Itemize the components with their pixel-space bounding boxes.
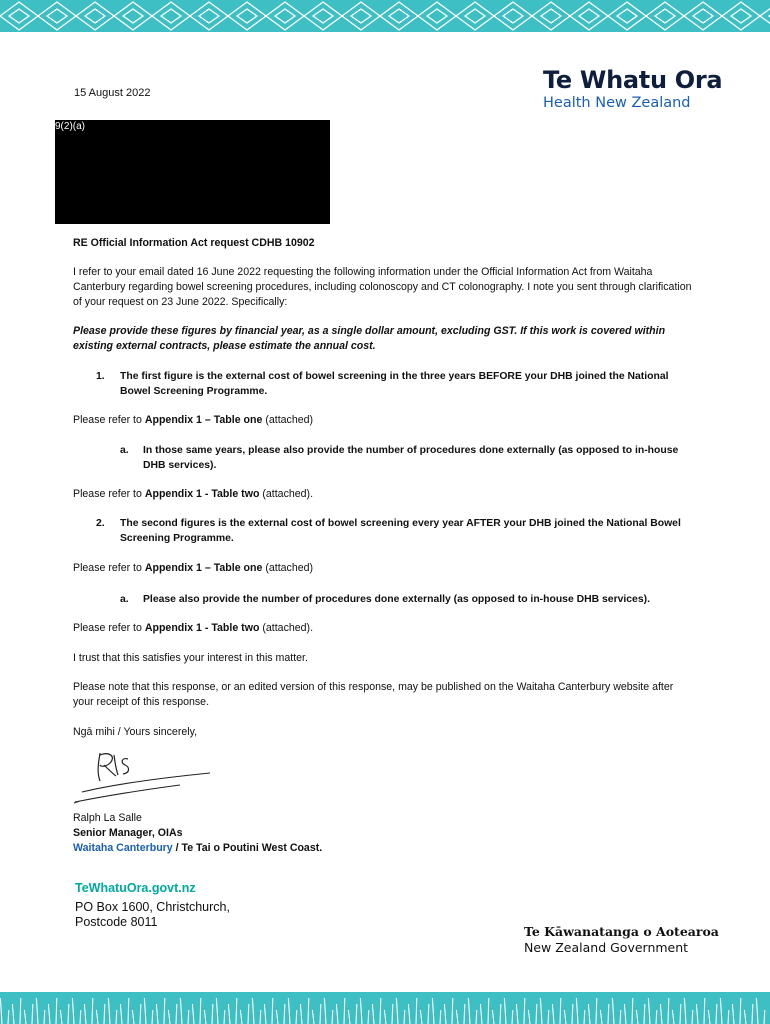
- waitaha-canterbury-link[interactable]: Waitaha Canterbury: [73, 842, 173, 854]
- question-1a-number: a.: [120, 445, 129, 456]
- letter-date: 15 August 2022: [74, 87, 151, 99]
- response-2a-suffix: (attached).: [259, 622, 314, 634]
- question-2-text: The second figures is the external cost of bowel screening every year AFTER your DHB joined the National Bowel Screening Programme.: [120, 518, 681, 544]
- address-line-1: PO Box 1600, Christchurch,: [75, 900, 230, 914]
- postal-address: [75, 900, 230, 930]
- response-1-suffix: (attached): [262, 414, 314, 426]
- response-1a-prefix: Please refer to: [73, 488, 145, 500]
- website-link[interactable]: TeWhatuOra.govt.nz: [75, 881, 196, 895]
- signer-title: Senior Manager, OIAs: [73, 827, 183, 839]
- response-1-ref: Appendix 1 – Table one: [144, 414, 263, 426]
- logo-subtitle: Health New Zealand: [543, 95, 691, 111]
- top-pattern-band: [0, 0, 770, 32]
- question-1-number: 1.: [96, 371, 105, 382]
- response-2-ref: Appendix 1 – Table one: [144, 562, 263, 574]
- letter-subject: RE Official Information Act request CDHB 10902: [73, 237, 315, 249]
- handwritten-signature: [70, 745, 215, 814]
- response-2-suffix: (attached): [262, 562, 314, 574]
- nz-government-logo: [524, 924, 719, 956]
- request-paragraph: Please provide these figures by financial year, as a single dollar amount, excluding GST. If this work is covered within existing external contracts, please estimate the annual cost.: [73, 325, 666, 352]
- logo-title: Te Whatu Ora: [543, 66, 723, 94]
- te-whatu-ora-logo: [543, 66, 722, 112]
- response-1a-suffix: (attached).: [259, 488, 314, 500]
- trust-paragraph: I trust that this satisfies your interest in this matter.: [73, 652, 308, 664]
- gov-line-2: New Zealand Government: [524, 940, 689, 955]
- question-1-text: The first figure is the external cost of bowel screening in the three years BEFORE your DHB joined the National Bowel Screening Programme.: [120, 371, 669, 397]
- response-1-prefix: Please refer to: [73, 414, 145, 426]
- response-2a-ref: Appendix 1 - Table two: [144, 622, 260, 634]
- intro-paragraph: I refer to your email dated 16 June 2022 requesting the following information under the Official Information Act from Waitaha Canterbury regarding bowel screening procedures, including colonoscopy and CT colonography. I note you sent through clarification of your request on 23 June 2022. Specifically:: [73, 266, 692, 308]
- signer-organisation-rest: / Te Tai o Poutini West Coast.: [172, 842, 323, 854]
- response-1a-ref: Appendix 1 - Table two: [144, 488, 260, 500]
- closing-salutation: Ngā mihi / Yours sincerely,: [73, 726, 198, 738]
- gov-line-1: Te Kāwanatanga o Aotearoa: [524, 924, 719, 939]
- response-2a-prefix: Please refer to: [73, 622, 145, 634]
- publish-note-paragraph: Please note that this response, or an edited version of this response, may be published on the Waitaha Canterbury website after your receipt of this response.: [73, 681, 674, 708]
- response-1a: [73, 487, 693, 502]
- response-1: [73, 413, 693, 428]
- signer-name: Ralph La Salle: [73, 812, 142, 824]
- response-2: [73, 561, 693, 576]
- address-line-2: Postcode 8011: [75, 915, 158, 929]
- bottom-pattern-band: [0, 992, 770, 1024]
- question-2a-text: Please also provide the number of procedures done externally (as opposed to in-house DHB services).: [143, 594, 650, 605]
- question-1a-text: In those same years, please also provide the number of procedures done externally (as opposed to in-house DHB services).: [143, 445, 679, 471]
- redaction-block: [55, 120, 330, 224]
- question-2-number: 2.: [96, 518, 105, 529]
- response-2a: [73, 621, 693, 636]
- redaction-label: 9(2)(a): [55, 121, 86, 132]
- signer-organisation: [73, 841, 693, 856]
- response-2-prefix: Please refer to: [73, 562, 145, 574]
- question-2a-number: a.: [120, 594, 129, 605]
